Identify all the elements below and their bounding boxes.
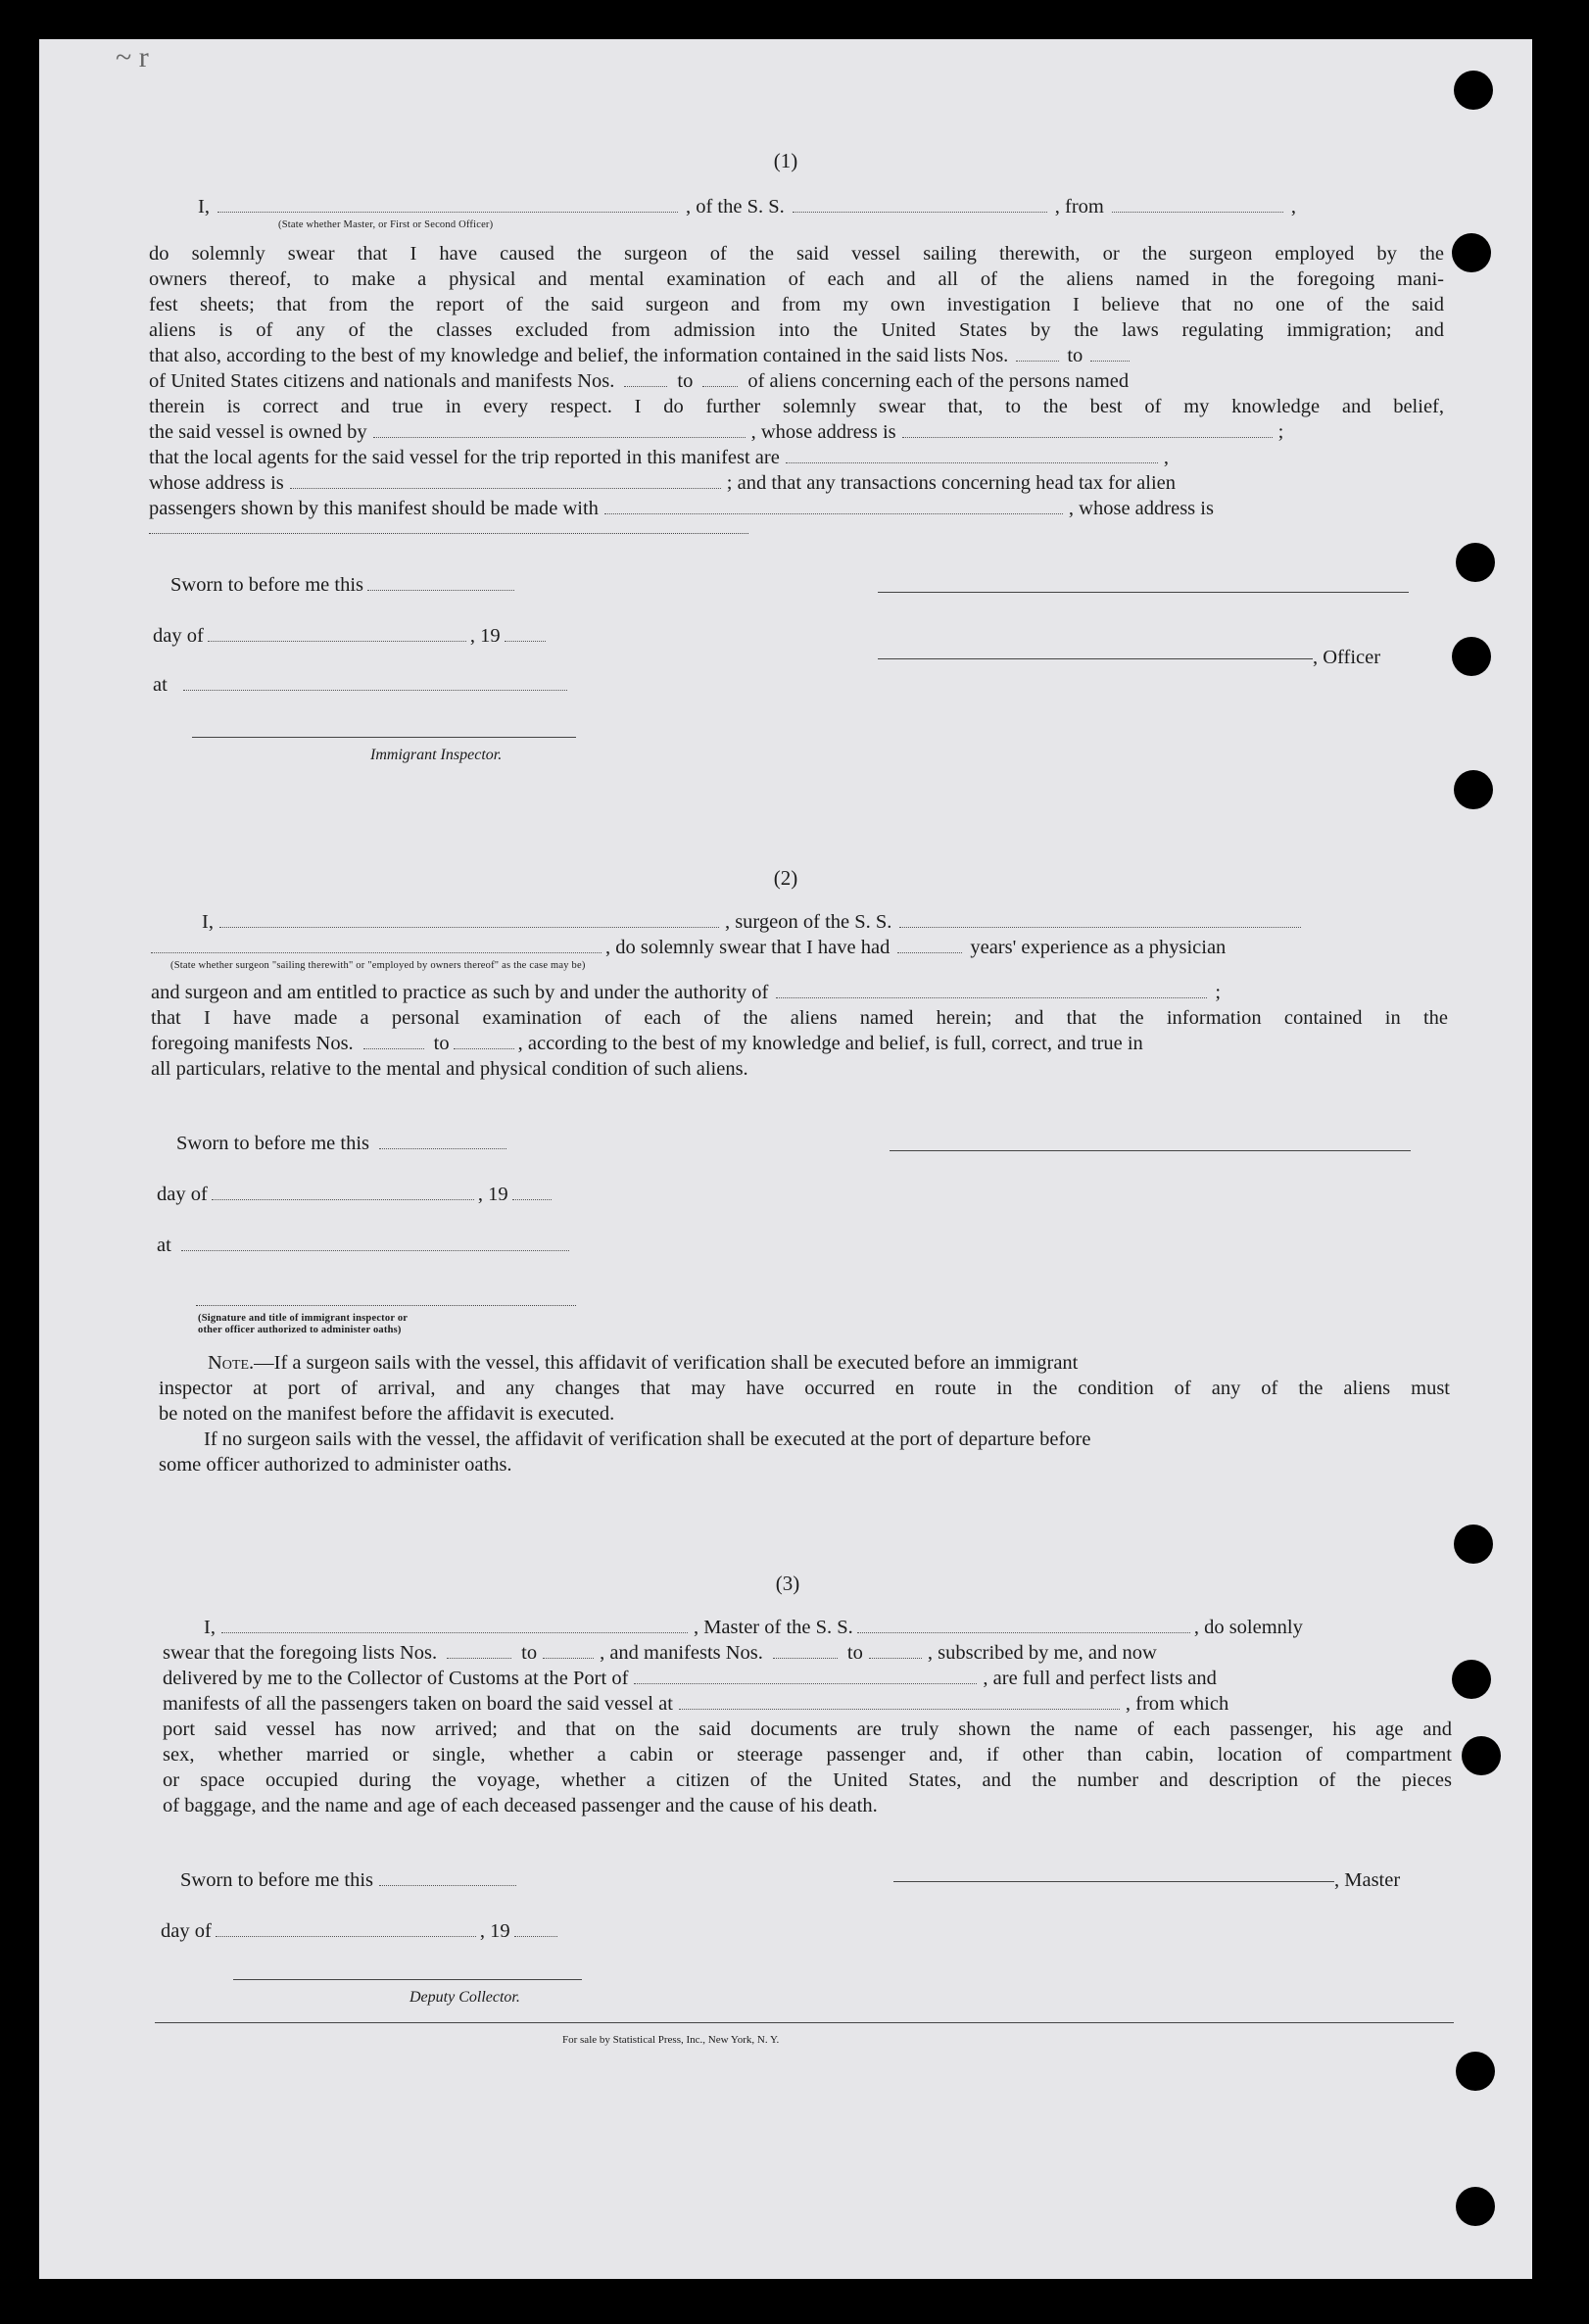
s1-day-of: day of , 19 xyxy=(153,625,546,648)
s2-line-6: all particulars, relative to the mental and physical condition of such aliens. xyxy=(151,1058,748,1080)
s3-day-of: day of , 19 xyxy=(161,1920,557,1943)
s1-inspector-label: Immigrant Inspector. xyxy=(370,747,503,763)
footer-rule xyxy=(155,2022,1454,2023)
s2-note-line-3: be noted on the manifest before the affidavit is executed. xyxy=(159,1403,615,1425)
s3-line-2: swear that the foregoing lists Nos. to , and manifests Nos. to , subscribed by me, and now xyxy=(163,1642,1157,1664)
punch-hole xyxy=(1456,2052,1495,2091)
s3-line-5: port said vessel has now arrived; and that on the said documents are truly shown the name of each passenger, his age and xyxy=(163,1719,1452,1740)
punch-hole xyxy=(1456,543,1495,582)
s2-line-2: , do solemnly swear that I have had years' experience as a physician xyxy=(151,937,1226,959)
s1-line-2: do solemnly swear that I have caused the surgeon of the said vessel sailing therewith, or the surgeon employed by the xyxy=(149,243,1444,265)
s1-inspector-line xyxy=(192,737,576,738)
s2-inspector-line xyxy=(196,1305,576,1306)
s1-line-8: therein is correct and true in every respect. I do further solemnly swear that, to the best of my knowledge and belief, xyxy=(149,396,1444,417)
s2-line-4: that I have made a personal examination of each of the aliens named herein; and that the information contained in the xyxy=(151,1007,1448,1029)
section-3-number: (3) xyxy=(775,1572,800,1595)
s2-at: at xyxy=(157,1235,569,1257)
corner-mark: ~ r xyxy=(116,41,149,73)
s1-line-3: owners thereof, to make a physical and mental examination of each and all of the aliens named in the foregoing mani- xyxy=(149,268,1444,290)
s2-surgeon-note: (State whether surgeon "sailing therewith" or "employed by owners thereof" as the case may be) xyxy=(170,960,586,971)
s2-sworn: Sworn to before me this xyxy=(176,1133,506,1155)
punch-hole xyxy=(1456,2187,1495,2226)
printer-credit: For sale by Statistical Press, Inc., New York, N. Y. xyxy=(562,2034,780,2046)
s2-signature-line xyxy=(890,1150,1411,1151)
s2-signature-note-1: (Signature and title of immigrant inspector or xyxy=(198,1313,409,1324)
section-2-number: (2) xyxy=(773,866,798,890)
form-page xyxy=(39,39,1532,2279)
s2-note-line-5: some officer authorized to administer oaths. xyxy=(159,1454,512,1476)
punch-hole xyxy=(1462,1736,1501,1775)
s3-line-6: sex, whether married or single, whether a cabin or steerage passenger and, if other than cabin, location of compartment xyxy=(163,1744,1452,1766)
punch-hole xyxy=(1452,637,1491,676)
section-1-number: (1) xyxy=(773,149,798,172)
s1-address-line xyxy=(149,533,748,534)
punch-hole xyxy=(1454,71,1493,110)
s3-line-3: delivered by me to the Collector of Customs at the Port of , are full and perfect lists and xyxy=(163,1668,1217,1689)
s3-line-4: manifests of all the passengers taken on board the said vessel at , from which xyxy=(163,1693,1229,1715)
s1-line-1: I, , of the S. S. , from , xyxy=(198,196,1296,218)
s2-signature-note-2: other officer authorized to administer oaths) xyxy=(198,1325,402,1335)
s1-signature-line xyxy=(878,592,1409,593)
s3-line-7: or space occupied during the voyage, whether a citizen of the United States, and the number and description of the pieces xyxy=(163,1769,1452,1791)
s1-line-5: aliens is of any of the classes excluded from admission into the United States by the laws regulating immigration; and xyxy=(149,319,1444,341)
punch-hole xyxy=(1454,1525,1493,1564)
s3-collector-line xyxy=(233,1979,582,1980)
s1-line-7: of United States citizens and nationals and manifests Nos. to of aliens concerning each of the persons named xyxy=(149,370,1130,392)
s1-at: at xyxy=(153,674,567,697)
s1-line-10: that the local agents for the said vessel for the trip reported in this manifest are , xyxy=(149,447,1169,468)
s2-note-line-1: Note.—If a surgeon sails with the vessel, this affidavit of verification shall be executed before an immigrant xyxy=(208,1352,1079,1374)
s1-master-note: (State whether Master, or First or Second Officer) xyxy=(278,219,494,230)
punch-hole xyxy=(1454,770,1493,809)
s3-master-line: , Master xyxy=(893,1869,1400,1892)
s1-line-11: whose address is ; and that any transactions concerning head tax for alien xyxy=(149,472,1177,494)
s2-line-5: foregoing manifests Nos. to , according to the best of my knowledge and belief, is full, correct, and true in xyxy=(151,1033,1143,1054)
punch-hole xyxy=(1452,1660,1491,1699)
s2-note-line-4: If no surgeon sails with the vessel, the affidavit of verification shall be executed at the port of departure before xyxy=(204,1428,1091,1450)
s2-line-1: I, , surgeon of the S. S. xyxy=(202,911,1301,934)
s2-note-line-2: inspector at port of arrival, and any changes that may have occurred en route in the condition of any of the aliens must xyxy=(159,1378,1450,1399)
s1-line-12: passengers shown by this manifest should be made with , whose address is xyxy=(149,498,1214,519)
s3-sworn: Sworn to before me this xyxy=(180,1869,516,1892)
s1-officer-line: , Officer xyxy=(878,647,1380,669)
s1-line-6: that also, according to the best of my knowledge and belief, the information contained in the said lists Nos. to xyxy=(149,345,1130,367)
s3-collector-label: Deputy Collector. xyxy=(409,1989,520,2006)
s1-sworn: Sworn to before me this xyxy=(170,574,514,597)
s1-line-4: fest sheets; that from the report of the said surgeon and from my own investigation I believe that no one of the said xyxy=(149,294,1444,315)
punch-hole xyxy=(1452,233,1491,272)
s2-line-3: and surgeon and am entitled to practice as such by and under the authority of ; xyxy=(151,982,1222,1003)
s3-line-8: of baggage, and the name and age of each deceased passenger and the cause of his death. xyxy=(163,1795,878,1816)
s2-day-of: day of , 19 xyxy=(157,1184,552,1206)
s3-line-1: I, , Master of the S. S. , do solemnly xyxy=(204,1617,1303,1638)
s1-line-9: the said vessel is owned by , whose address is ; xyxy=(149,421,1284,443)
